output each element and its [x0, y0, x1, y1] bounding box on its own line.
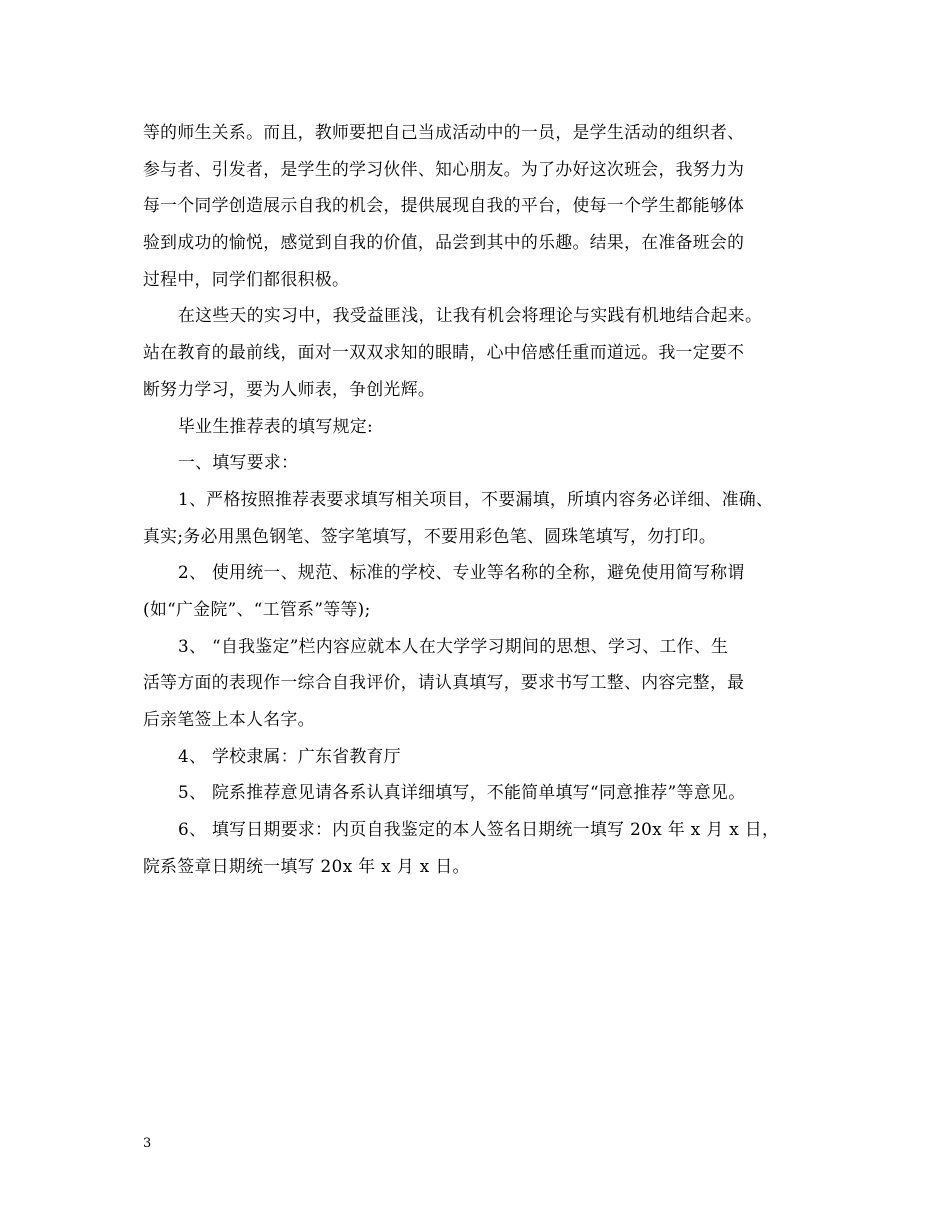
- text-line: 过程中，同学们都很积极。: [143, 268, 350, 289]
- list-item: 1、严格按照推荐表要求填写相关项目，不要漏填，所填内容务必详细、准确、: [178, 488, 774, 509]
- text-line: 真实;务必用黑色钢笔、签字笔填写，不要用彩色笔、圆珠笔填写，勿打印。: [143, 525, 717, 546]
- text-line: 断努力学习，要为人师表，争创光辉。: [143, 378, 436, 399]
- text-line: 后亲笔签上本人名字。: [143, 709, 315, 729]
- list-item: 2、 使用统一、规范、标准的学校、专业等名称的全称，避免使用简写称谓: [178, 562, 745, 583]
- subsection-heading: 一、填写要求：: [178, 452, 299, 473]
- text-line: 院系签章日期统一填写 20x 年 x 月 x 日。: [143, 855, 470, 876]
- text-line: 每一个同学创造展示自我的机会，提供展现自我的平台，使每一个学生都能够体: [143, 195, 745, 216]
- text-line: 验到成功的愉悦，感觉到自我的价值，品尝到其中的乐趣。结果，在准备班会的: [143, 232, 745, 253]
- text-line: 等的师生关系。而且，教师要把自己当成活动中的一员，是学生活动的组织者、: [143, 122, 745, 142]
- list-item: 6、 填写日期要求：内页自我鉴定的本人签名日期统一填写 20x 年 x 月 x 日，: [178, 819, 780, 840]
- page-number: 3: [143, 1136, 152, 1151]
- body-text: [143, 114, 843, 884]
- text-line: 活等方面的表现作一综合自我评价，请认真填写，要求书写工整、内容完整，最: [143, 672, 745, 693]
- text-line: 在这些天的实习中，我受益匪浅，让我有机会将理论与实践有机地结合起来。: [178, 305, 763, 326]
- list-item: 4、 学校隶属：广东省教育厅: [178, 745, 401, 766]
- section-heading: 毕业生推荐表的填写规定:: [178, 415, 374, 436]
- list-item: 5、 院系推荐意见请各系认真详细填写，不能简单填写“同意推荐”等意见。: [178, 782, 746, 803]
- text-line: 站在教育的最前线，面对一双双求知的眼睛，心中倍感任重而道远。我一定要不: [143, 342, 745, 363]
- text-line: 参与者、引发者，是学生的学习伙伴、知心朋友。为了办好这次班会，我努力为: [143, 158, 745, 179]
- text-line: (如“广金院”、“工管系”等等);: [143, 598, 371, 619]
- list-item: 3、 “自我鉴定”栏内容应就本人在大学学习期间的思想、学习、工作、生: [178, 635, 729, 656]
